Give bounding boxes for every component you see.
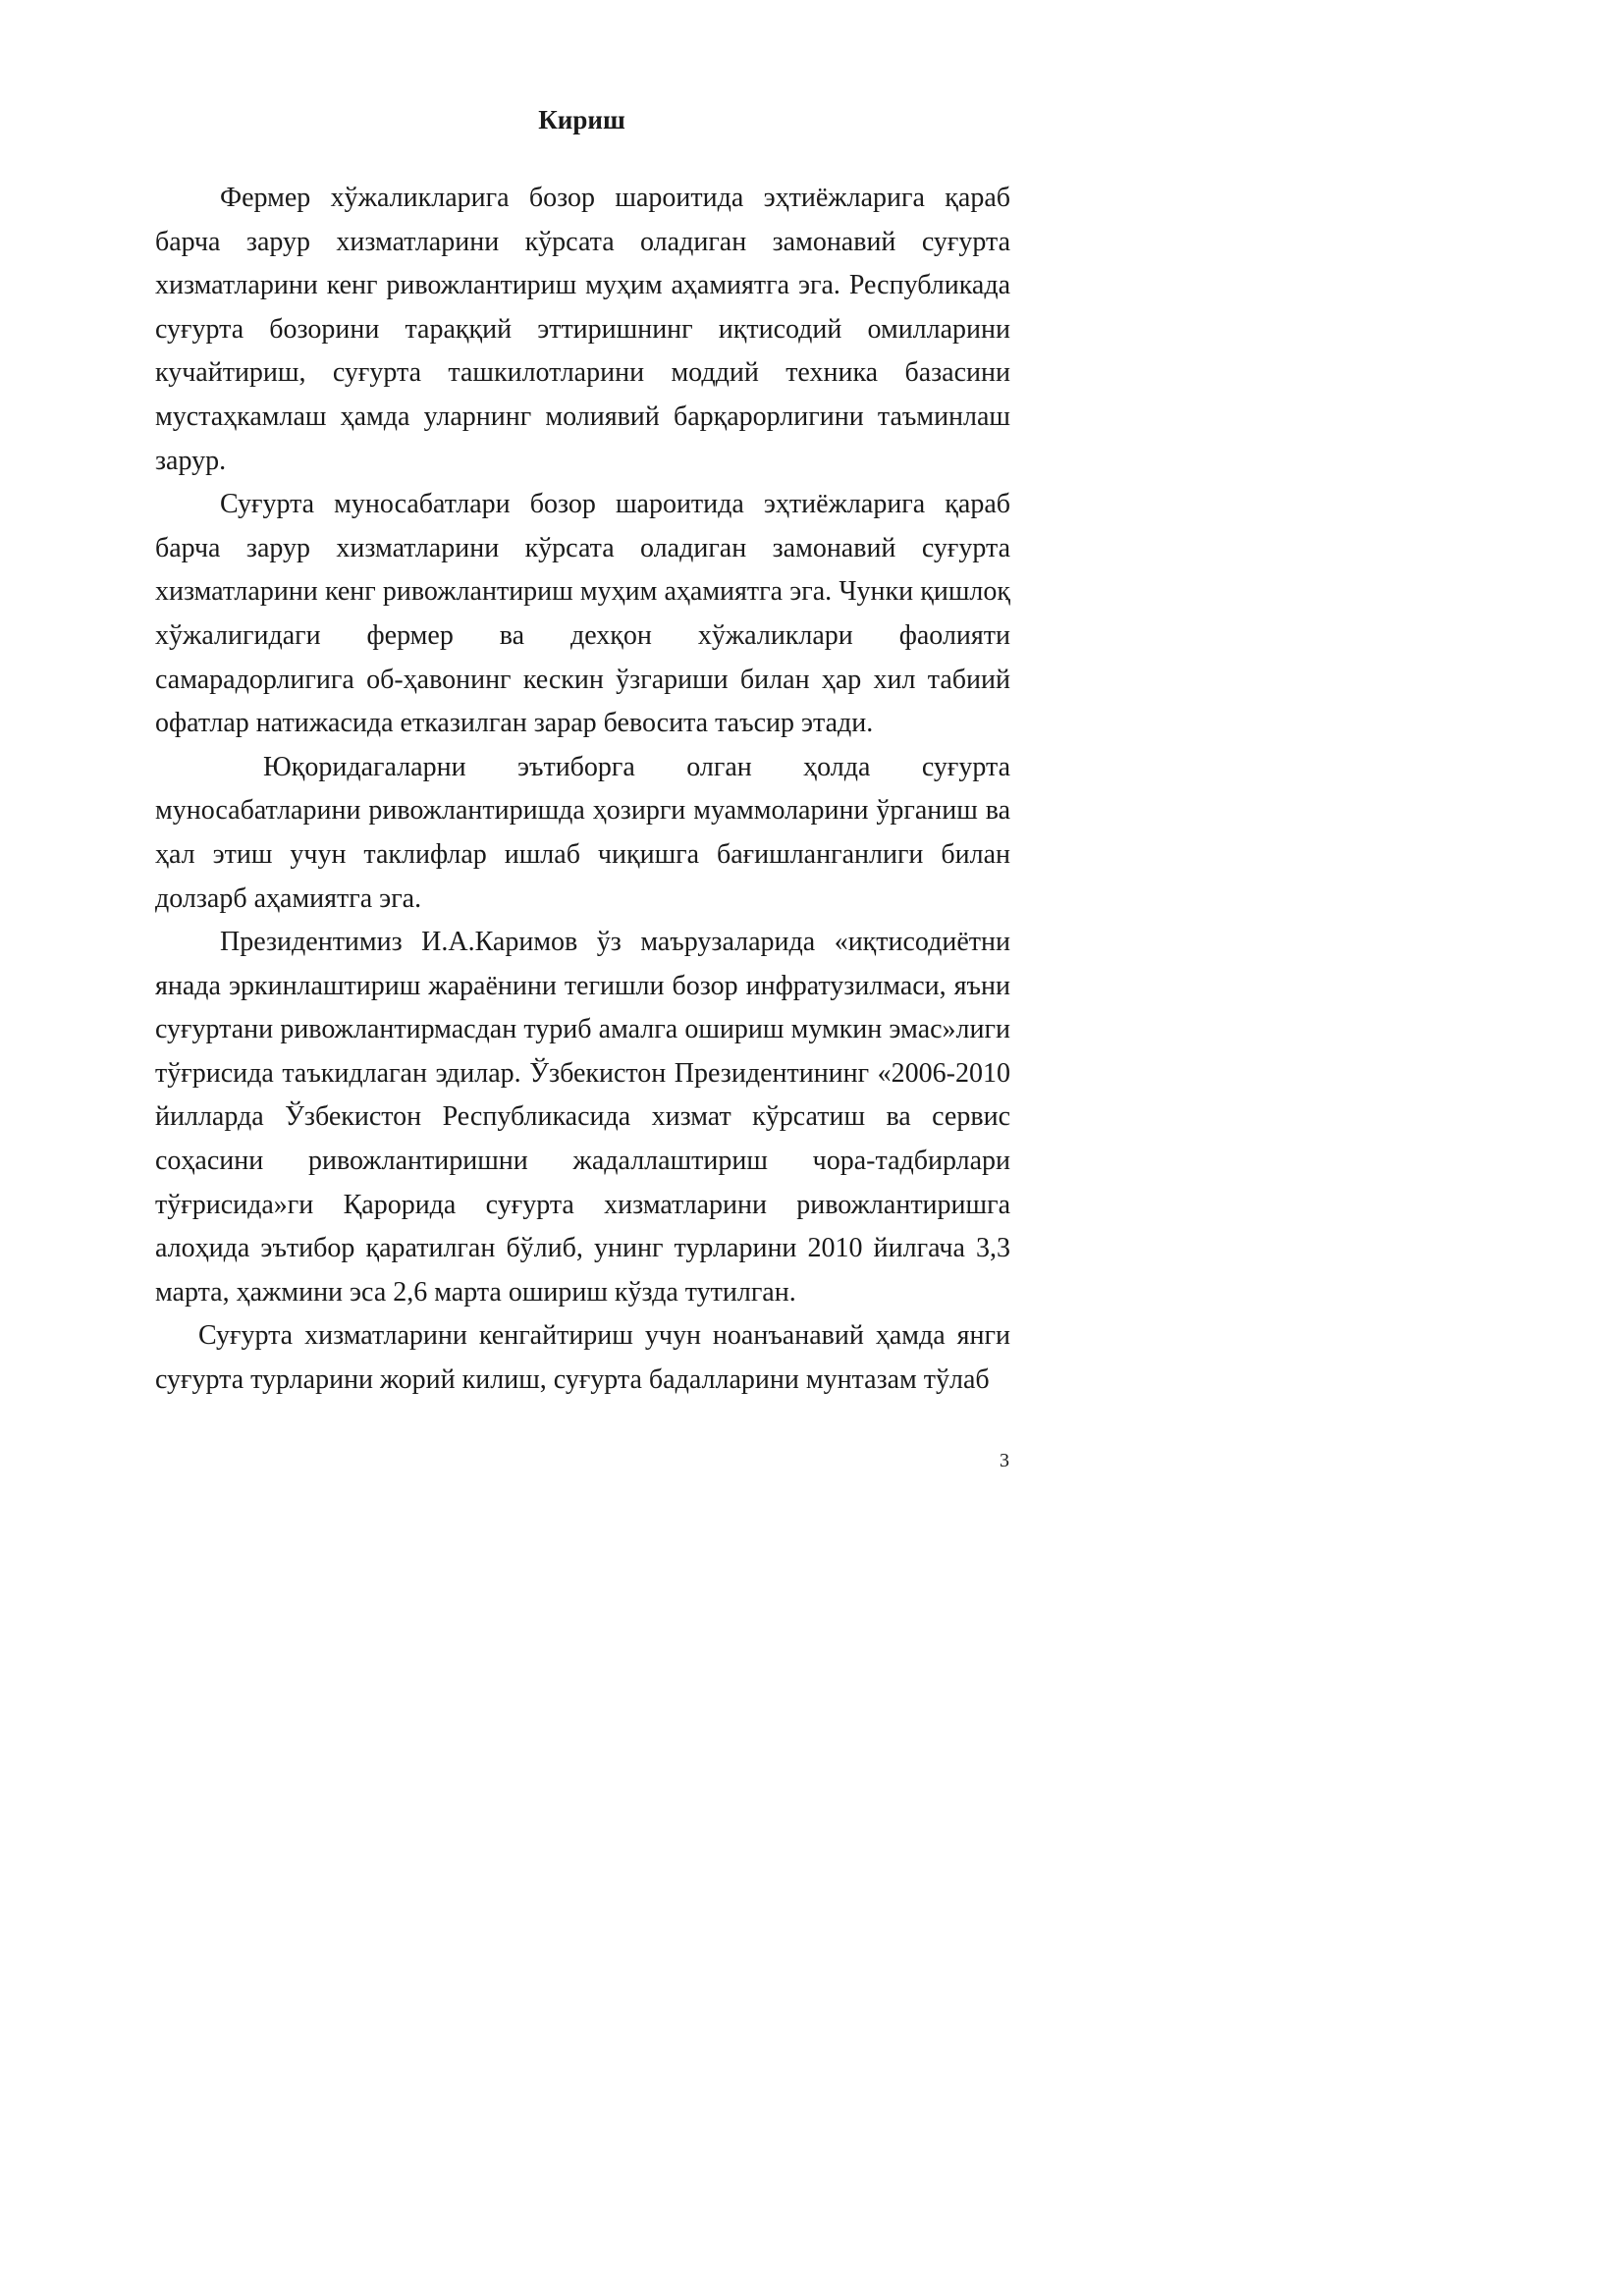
body-text [155, 177, 1010, 1403]
paragraph-3: Юқоридагаларни эътиборга олган ҳолда суғурта муносабатларини ривожлантиришда ҳозирги муаммоларини ўрганиш ва ҳал этиш учун таклифлар ишлаб чиқишга бағишланганлиги билан долзарб аҳамиятга эга. [155, 751, 1010, 914]
paragraph-2: Суғурта муносабатлари бозор шароитида эҳтиёжларига қараб барча зарур хизматларини кўрсата оладиган замонавий суғурта хизматларини кенг ривожлантириш муҳим аҳамиятга эга. Чунки қишлоқ хўжалигидаги фермер ва дехқон хўжаликлари фаолияти самарадорлигига об-ҳавонинг кескин ўзгариши билан ҳар хил табиий офатлар натижасида етказилган зарар бевосита таъсир этади. [155, 489, 1010, 739]
paragraph-5: Суғурта хизматларини кенгайтириш учун ноанъанавий ҳамда янги суғурта турларини жорий килиш, суғурта бадалларини мунтазам тўлаб [155, 1320, 1010, 1396]
paragraph-4: Президентимиз И.А.Каримов ўз маърузаларида «иқтисодиётни янада эркинлаштириш жараёнини тегишли бозор инфратузилмаси, яъни суғуртани ривожлантирмасдан туриб амалга ошириш мумкин эмас»лиги тўғрисида таъкидлаган эдилар. Ўзбекистон Президентининг «2006-2010 йилларда Ўзбекистон Республикасида хизмат кўрсатиш ва сервис соҳасини ривожлантиришни жадаллаштириш чора-тадбирлари тўғрисида»ги Қарорида суғурта хизматларини ривожлантиришга алоҳида эътибор қаратилган бўлиб, унинг турларини 2010 йилгача 3,3 марта, ҳажмини эса 2,6 марта ошириш кўзда тутилган. [155, 927, 1010, 1308]
paragraph-1: Фермер хўжаликларига бозор шароитида эҳтиёжларига қараб барча зарур хизматларини кўрсата оладиган замонавий суғурта хизматларини кенг ривожлантириш муҳим аҳамиятга эга. Республикада суғурта бозорини тараққий эттиришнинг иқтисодий омилларини кучайтириш, суғурта ташкилотларини моддий техника базасини мустаҳкамлаш ҳамда уларнинг молиявий барқарорлигини таъминлаш зарур. [155, 183, 1010, 476]
document-page [0, 0, 1088, 1538]
page-title: Кириш [538, 105, 625, 134]
page-number: 3 [1000, 1450, 1009, 1471]
